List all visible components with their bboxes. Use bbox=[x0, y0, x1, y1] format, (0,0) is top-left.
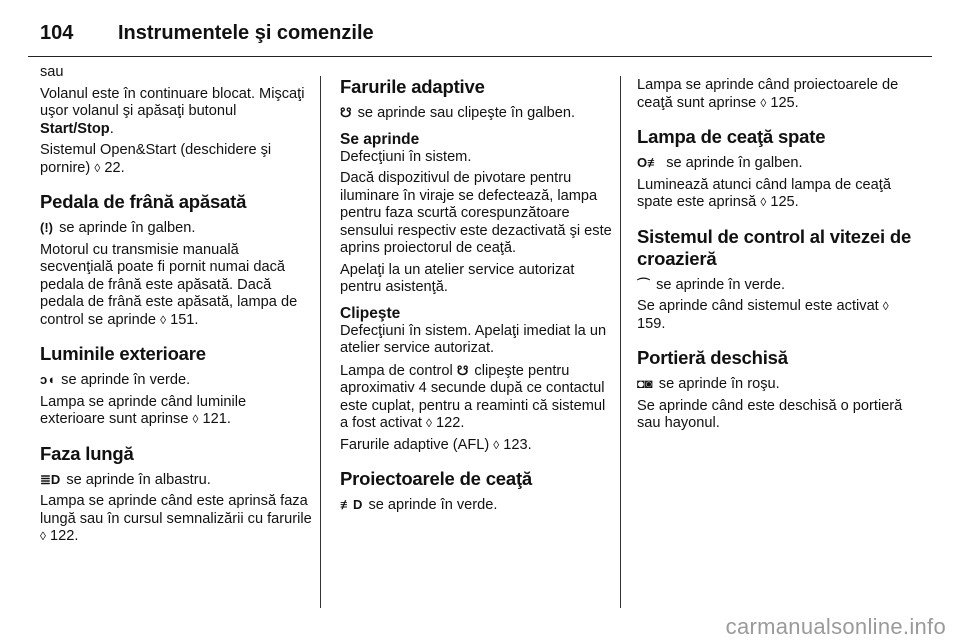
paragraph-pivot-fault: Dacă dispozitivul de pivotare pentru iluminare în viraje se defectează, lampa pentru faza scurtă corespunzătoare sensului respectiv este dezactivată şi este aprins proiectorul de ceaţă. bbox=[340, 170, 612, 256]
paragraph-or: sau bbox=[40, 64, 64, 80]
heading-door-open: Portieră deschisă bbox=[637, 347, 788, 368]
exterior-lamp-line: ↄ◖ se aprinde în verde. bbox=[40, 372, 191, 388]
paragraph-flash-info: Lampa de control ☋ clipeşte pentru aproximativ 4 secunde după ce contactul este cuplat, pentru a reaminti că sistemul a fost activat ◊ 122. bbox=[340, 362, 606, 431]
paragraph-rear-fog-info: Luminează atunci când lampa de ceaţă spate este aprinsă ◊ 125. bbox=[637, 176, 891, 210]
subheading-lights-up: Se aprinde bbox=[340, 130, 420, 148]
heading-cruise-control: Sistemul de control al vitezei de croazieră bbox=[637, 225, 912, 269]
cruise-control-icon: ⌒ bbox=[637, 276, 651, 292]
high-beam-icon: ≣D bbox=[40, 471, 61, 487]
reference-arrow-icon: ◊ bbox=[94, 160, 101, 175]
cruise-lamp-line: ⌒ se aprinde în verde. bbox=[637, 276, 786, 293]
paragraph-exterior-info: Lampa se aprinde când luminile exterioare sunt aprinse ◊ 121. bbox=[40, 393, 247, 427]
column-divider-2 bbox=[620, 76, 621, 608]
header-divider bbox=[28, 56, 932, 57]
paragraph-system-fault: Defecţiuni în sistem. bbox=[340, 148, 472, 165]
rear-fog-lamp-line: O≢ se aprinde în galben. bbox=[637, 155, 803, 171]
page-reference[interactable]: 125. bbox=[770, 194, 799, 210]
door-lamp-line: ◘◙ se aprinde în roşu. bbox=[637, 376, 780, 392]
reference-arrow-icon: ◊ bbox=[425, 416, 432, 430]
column-2 bbox=[340, 64, 612, 519]
paragraph-open-start: Sistemul Open&Start (deschidere şi pornire) ◊ 22. bbox=[40, 142, 272, 176]
watermark: carmanualsonline.info bbox=[725, 614, 946, 639]
fog-lamp-line: ≢D se aprinde în verde. bbox=[340, 497, 498, 513]
page-reference[interactable]: 22. bbox=[104, 159, 125, 176]
reference-arrow-icon: ◊ bbox=[160, 312, 167, 327]
paragraph-flash-fault: Defecţiuni în sistem. Apelaţi imediat la un atelier service autorizat. bbox=[340, 322, 607, 356]
page-title: Instrumentele şi comenzile bbox=[118, 22, 374, 44]
rear-fog-icon: O≢ bbox=[637, 155, 661, 170]
page-number: 104 bbox=[40, 22, 74, 44]
page-reference[interactable]: 125. bbox=[770, 94, 799, 111]
page-reference[interactable]: 123. bbox=[503, 436, 532, 453]
reference-arrow-icon: ◊ bbox=[192, 412, 199, 426]
page-header bbox=[28, 16, 932, 56]
subheading-flashes: Clipeşte bbox=[340, 304, 401, 322]
heading-rear-fog-lamp: Lampa de ceaţă spate bbox=[637, 126, 826, 147]
paragraph-brake-info: Motorul cu transmisie manuală secvenţială poate fi pornit numai dacă pedala de frână este apăsată. Dacă pedala de frână este apăsată, lampa de control se aprinde ◊ 151. bbox=[40, 241, 298, 328]
column-1 bbox=[40, 64, 312, 550]
reference-arrow-icon: ◊ bbox=[760, 95, 767, 110]
paragraph-seek-service: Apelaţi la un atelier service autorizat pentru asistenţă. bbox=[340, 261, 575, 295]
brake-warning-icon: (!) bbox=[40, 220, 53, 235]
reference-arrow-icon: ◊ bbox=[493, 437, 500, 452]
reference-arrow-icon: ◊ bbox=[882, 299, 889, 313]
heading-brake-pedal: Pedala de frână apăsată bbox=[40, 191, 247, 212]
page-reference[interactable]: 151. bbox=[170, 311, 199, 328]
page-reference[interactable]: 159. bbox=[637, 315, 666, 332]
exterior-lights-icon: ↄ◖ bbox=[40, 372, 56, 387]
paragraph-steering-locked: Volanul este în continuare blocat. Mişcaţi uşor volanul şi apăsaţi butonul Start/Stop. bbox=[40, 85, 305, 137]
reference-arrow-icon: ◊ bbox=[40, 529, 46, 543]
brake-lamp-line: (!) se aprinde în galben. bbox=[40, 220, 196, 236]
column-3 bbox=[637, 64, 912, 437]
column-divider-1 bbox=[320, 76, 321, 608]
adaptive-lamp-line: ☋ se aprinde sau clipeşte în galben. bbox=[340, 105, 576, 121]
heading-high-beam: Faza lungă bbox=[40, 442, 134, 464]
paragraph-fog-info: Lampa se aprinde când proiectoarele de ceaţă sunt aprinse ◊ 125. bbox=[637, 77, 899, 111]
heading-adaptive-headlights: Farurile adaptive bbox=[340, 76, 485, 97]
door-open-icon: ◘◙ bbox=[637, 376, 653, 391]
paragraph-door-info: Se aprinde când este deschisă o portieră sau hayonul. bbox=[637, 397, 903, 431]
page-reference[interactable]: 122. bbox=[50, 528, 79, 544]
page-reference[interactable]: 122. bbox=[435, 415, 465, 431]
adaptive-headlight-icon: ☋ bbox=[456, 362, 469, 378]
heading-fog-lights: Proiectoarele de ceaţă bbox=[340, 468, 533, 489]
paragraph-afl-ref: Farurile adaptive (AFL) ◊ 123. bbox=[340, 436, 532, 453]
start-stop-label: Start/Stop bbox=[40, 120, 110, 137]
heading-exterior-lights: Luminile exterioare bbox=[40, 343, 206, 364]
paragraph-high-beam-info: Lampa se aprinde când este aprinsă faza lungă sau în cursul semnalizării cu farurile ◊ 122. bbox=[40, 493, 312, 544]
paragraph-cruise-info: Se aprinde când sistemul este activat ◊ 159. bbox=[637, 298, 889, 332]
reference-arrow-icon: ◊ bbox=[760, 195, 767, 209]
page-reference[interactable]: 121. bbox=[202, 411, 231, 427]
high-beam-lamp-line: ≣D se aprinde în albastru. bbox=[40, 471, 211, 488]
fog-light-icon: ≢D bbox=[340, 497, 363, 512]
adaptive-headlight-icon: ☋ bbox=[340, 105, 352, 120]
